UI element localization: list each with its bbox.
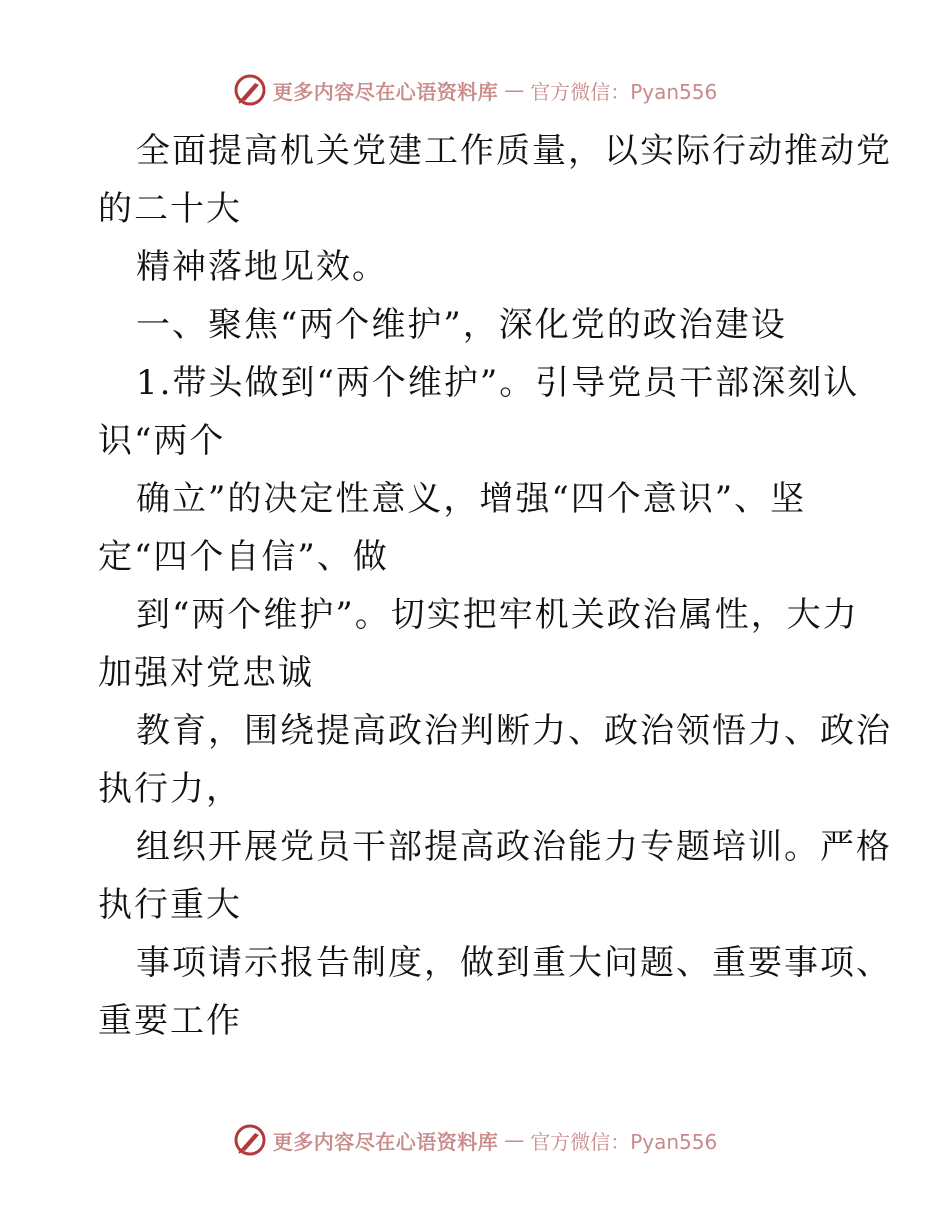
text-line: 识“两个: [98, 421, 226, 461]
text-line: 到“两个维护”。切实把牢机关政治属性，大力: [136, 595, 859, 635]
text-line: 的二十大: [98, 189, 242, 229]
watermark-dash: —: [504, 78, 525, 102]
text-line: 执行力，: [98, 769, 242, 809]
document-body: [98, 122, 892, 1050]
watermark-dash: —: [504, 1128, 525, 1152]
text-line: 执行重大: [98, 885, 242, 925]
text-line: 全面提高机关党建工作质量，以实际行动推动党: [136, 131, 892, 171]
brush-pen-logo-icon: [233, 1123, 267, 1157]
watermark-banner-top: [0, 70, 950, 110]
text-line: 重要工作: [98, 1001, 242, 1041]
text-line: 1.带头做到“两个维护”。引导党员干部深刻认: [136, 363, 860, 403]
watermark-wechat-text: 官方微信：Pyan556: [530, 1129, 718, 1154]
watermark-site-text: 更多内容尽在心语资料库: [272, 79, 499, 104]
text-line: 精神落地见效。: [136, 247, 388, 287]
text-line: 定“四个自信”、做: [98, 537, 389, 577]
text-line: 加强对党忠诚: [98, 653, 314, 693]
section-heading: 一、聚焦“两个维护”，深化党的政治建设: [136, 305, 787, 345]
text-line: 事项请示报告制度，做到重大问题、重要事项、: [136, 943, 892, 983]
brush-pen-logo-icon: [233, 73, 267, 107]
text-line: 教育，围绕提高政治判断力、政治领悟力、政治: [136, 711, 892, 751]
text-line: 组织开展党员干部提高政治能力专题培训。严格: [136, 827, 892, 867]
watermark-wechat-text: 官方微信：Pyan556: [530, 79, 718, 104]
watermark-banner-bottom: [0, 1120, 950, 1160]
text-line: 确立”的决定性意义，增强“四个意识”、坚: [136, 479, 807, 519]
watermark-site-text: 更多内容尽在心语资料库: [272, 1129, 499, 1154]
